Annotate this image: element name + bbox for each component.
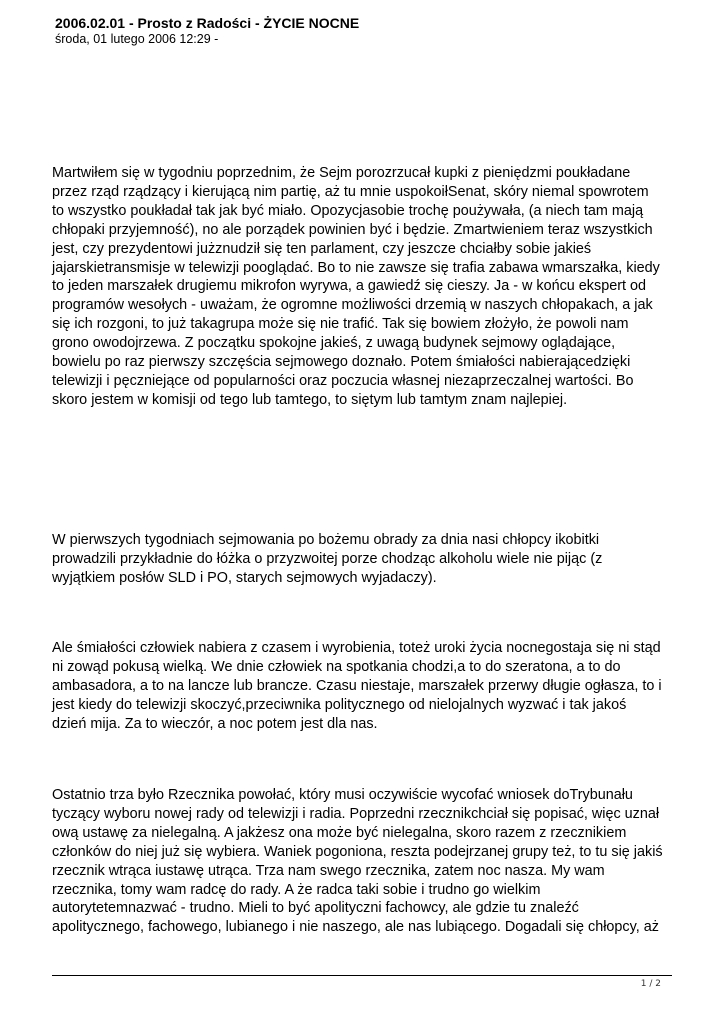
text-line: wyjątkiem posłów SLD i PO, starych sejmowych wyjadaczy).: [52, 569, 437, 586]
paragraph-3: [52, 639, 676, 734]
article-title: 2006.02.01 - Prosto z Radości - ŻYCIE NOCNE: [55, 15, 360, 31]
text-line: dzień mija. Za to wieczór, a noc potem jest dla nas.: [52, 715, 378, 732]
text-line: ambasadora, a to na lancze lub brancze. Czasu niestaje, marszałek przerwy długie ogłasza, to i: [52, 677, 662, 694]
text-line: bowielu po raz pierwszy szczęścia sejmowego doznało. Potem śmiałości nabierającedzięki: [52, 354, 631, 371]
article-date: środa, 01 lutego 2006 12:29 -: [55, 32, 219, 46]
text-line: Ostatnio trza było Rzecznika powołać, który musi oczywiście wycofać wniosek doTrybunału: [52, 787, 633, 803]
footer-divider: [52, 975, 672, 976]
text-line: apolitycznego, fachowego, lubianego i nie naszego, ale nas lubiącego. Dogadali się chłopcy, aż: [52, 919, 659, 936]
text-line: autorytetemnazwać - trudno. Mieli to być apolityczni fachowcy, ale gdzie tu znaleźć: [52, 900, 579, 917]
page-number: 1 / 2: [640, 979, 661, 989]
text-line: członków do niej już się wybiera. Waniek pogoniona, reszta podejrzanej grupy też, to tu się jakiś: [52, 843, 663, 860]
text-line: prowadzili przykładnie do łóżka o przyzwoitej porze chodząc alkoholu wiele nie pijąc (z: [52, 550, 603, 567]
paragraph-1: [52, 164, 676, 410]
text-line: przez rząd rządzący i kierującą nim partię, aż tu mnie uspokoiłSenat, skóry niemal spowrotem: [52, 183, 649, 200]
text-line: W pierwszych tygodniach sejmowania po bożemu obrady za dnia nasi chłopcy ikobitki: [52, 532, 600, 548]
paragraph-2: [52, 531, 676, 588]
text-line: skoro jestem w komisji od tego lub tamtego, to siętym lub tamtym znam najlepiej.: [52, 391, 568, 408]
text-line: jest kiedy do telewizji skoczyć,przeciwnika politycznego od nielojalnych wyzwać i tak jakoś: [52, 696, 627, 713]
text-line: jajarskietransmisje w telewizji pooglądać. Bo to nie zawsze się trafia zabawa wmarszałka, kiedy: [52, 259, 660, 276]
paragraph-4: [52, 786, 676, 937]
text-line: grono owodojrzewa. Z początku spokojne jakieś, z uwagą budynek sejmowy oglądające,: [52, 335, 616, 352]
text-line: rzecznik wtrąca iustawę utrąca. Trza nam swego rzecznika, zatem noc nasza. My wam: [52, 862, 605, 879]
text-line: Martwiłem się w tygodniu poprzednim, że Sejm porozrzucał kupki z pieniędzmi poukładane: [52, 165, 631, 181]
text-line: ni zowąd pokusą wielką. We dnie człowiek na spotkania chodzi,a to do szeratona, a to do: [52, 658, 621, 675]
text-line: Ale śmiałości człowiek nabiera z czasem i wyrobienia, toteż uroki życia nocnegostaja się ni stąd: [52, 640, 661, 656]
text-line: jest, czy prezydentowi jużznudził się ten parlament, czy jeszcze chciałby sobie jakieś: [52, 240, 592, 257]
text-line: to wszystko poukładał tak jak być miało. Opozycjasobie trochę poużywała, (a niech tam mają: [52, 202, 644, 219]
text-line: programów wesołych - uważam, że ogromne możliwości drzemią w naszych chłopakach, a jak: [52, 297, 653, 314]
text-line: rzecznika, tomy wam radcę do rady. A że radca taki sobie i trudno go wielkim: [52, 881, 541, 898]
document-header: [55, 14, 675, 47]
text-line: się ich rozgoni, to już takagrupa może się nie trafić. Tak się bowiem złożyło, że powoli nam: [52, 316, 629, 333]
text-line: telewizji i pęczniejące od popularności oraz poczucia własnej niezaprzeczalnej wartości. Bo: [52, 372, 634, 389]
text-line: to jeden marszałek drugiemu mikrofon wyrywa, a gawiedź się cieszy. Ja - w końcu ekspert od: [52, 278, 646, 295]
text-line: chłopaki przyjemność), no ale porządek powinien być i będzie. Zmartwieniem teraz wszystkich: [52, 221, 653, 238]
text-line: ową ustawę za nielegalną. A jakżesz ona może być nielegalna, skoro razem z rzecznikiem: [52, 824, 627, 841]
text-line: tyczący wyboru nowej rady od telewizji i radia. Poprzedni rzecznikchciał się popisać, więc uznał: [52, 805, 660, 822]
